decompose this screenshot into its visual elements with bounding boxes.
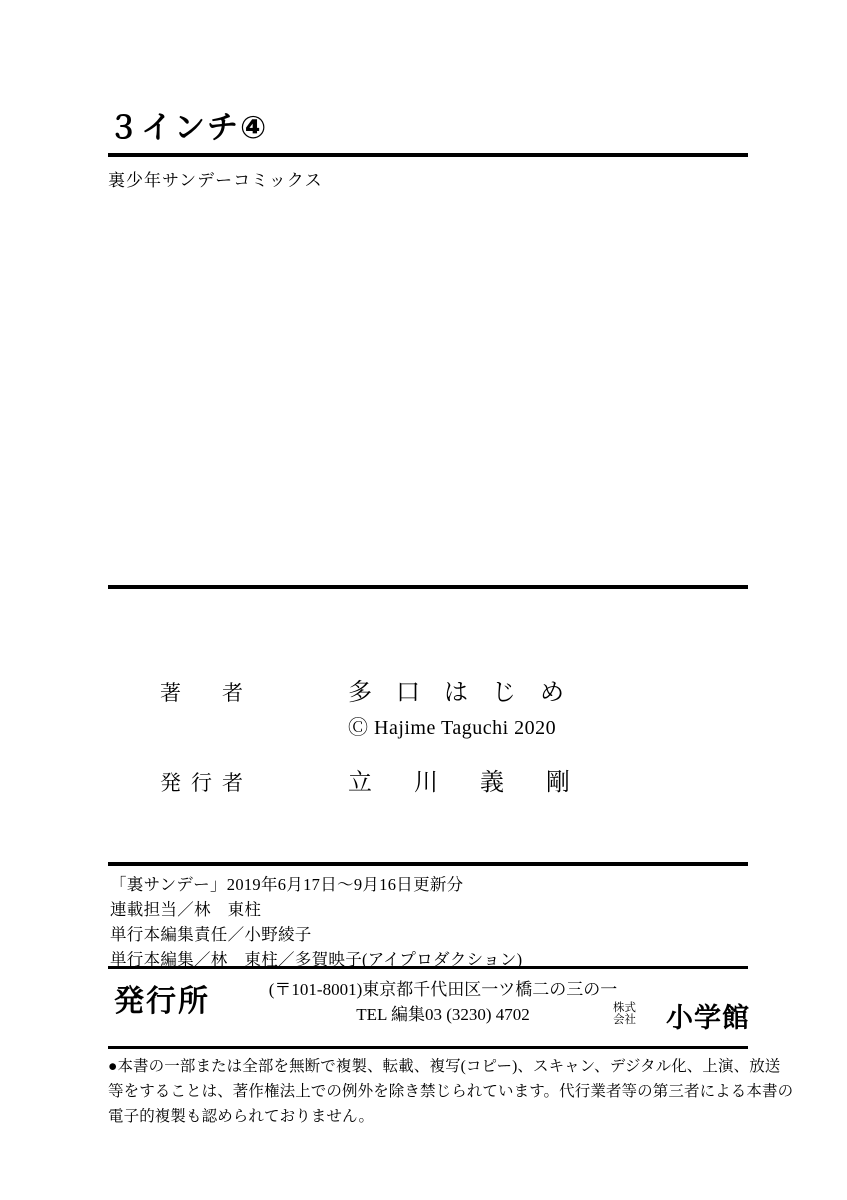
notice-line: 等をすることは、著作権法上での例外を除き禁じられています。代行業者等の第三者による本書の	[108, 1083, 794, 1101]
publisher-block	[108, 972, 748, 1038]
credits-block	[108, 672, 748, 801]
publisher-person-name: 立 川 義 剛	[348, 770, 579, 796]
publisher-company-prefix	[613, 1002, 636, 1027]
series-label: 裏少年サンデーコミックス	[108, 171, 323, 192]
publisher-company-name: 小学館	[666, 1003, 750, 1034]
publisher-divider-bottom	[108, 1046, 748, 1049]
notice-line: 電子的複製も認められておりません。	[108, 1108, 375, 1126]
copyright-line: Ⓒ Hajime Taguchi 2020	[348, 717, 557, 739]
publisher-company-prefix-line2: 会社	[613, 1014, 636, 1027]
publisher-person-label: 発行者	[160, 771, 253, 795]
publisher-address	[258, 978, 628, 1027]
credit-row	[108, 672, 748, 707]
staff-line: 単行本編集責任／小野綾子	[110, 925, 312, 945]
page-title: ３インチ④	[108, 110, 269, 146]
publisher-divider-top	[108, 966, 748, 969]
publisher-label: 発行所	[114, 984, 210, 1019]
title-rule-thick	[108, 153, 748, 157]
staff-line: 「裏サンデー」2019年6月17日〜9月16日更新分	[110, 875, 464, 894]
credit-row	[108, 762, 748, 797]
mid-divider	[108, 585, 748, 589]
author-name: 多 口 は じ め	[348, 680, 573, 706]
staff-divider	[108, 862, 748, 866]
publisher-company-prefix-line1: 株式	[613, 1002, 636, 1014]
staff-line: 単行本編集／林 東柱／多賀映子(アイプロダクション)	[110, 950, 523, 970]
publisher-tel: TEL 編集03 (3230) 4702	[356, 1004, 530, 1024]
staff-block	[110, 872, 750, 972]
staff-line: 連載担当／林 東柱	[110, 900, 262, 920]
title-block	[108, 110, 748, 191]
copyright-notice	[108, 1054, 794, 1129]
notice-line: ●本書の一部または全部を無断で複製、転載、複写(コピー)、スキャン、デジタル化、上演、放送	[108, 1058, 781, 1075]
author-label: 著 者	[160, 681, 253, 705]
publisher-address-line: (〒101-8001)東京都千代田区一ツ橋二の三の一	[268, 980, 618, 999]
